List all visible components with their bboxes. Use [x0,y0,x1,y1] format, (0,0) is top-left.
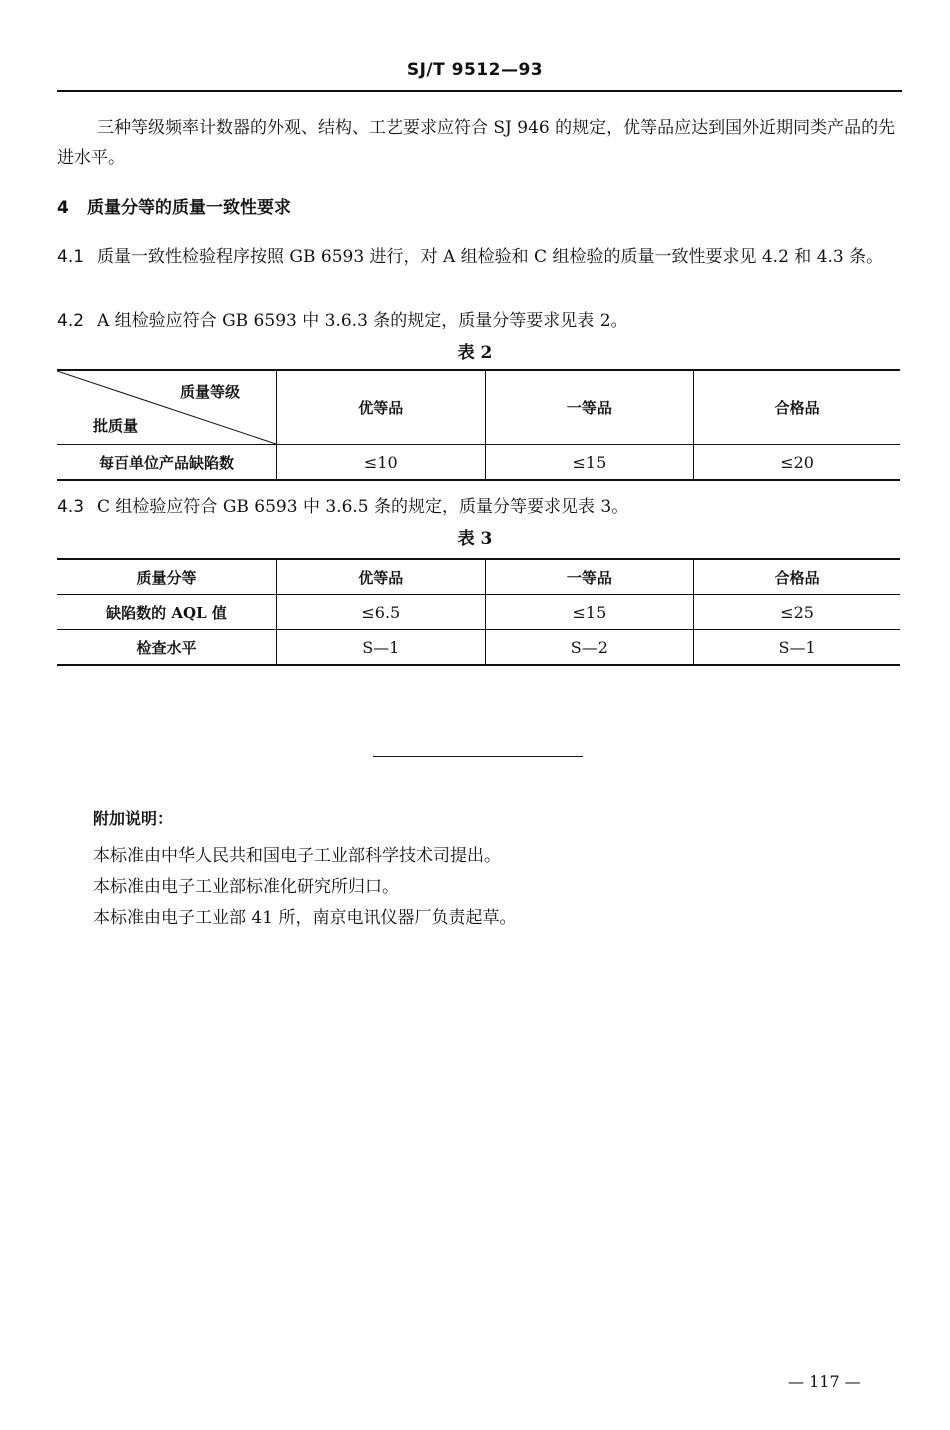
row-label-cell: 缺陷数的 AQL 值 [57,595,277,630]
header-rule [57,90,902,92]
clause-number: 4.2 [57,311,85,331]
row-label-cell: 检查水平 [57,630,277,666]
table-row [57,445,900,481]
value-cell: ≤15 [485,445,694,481]
notes-title: 附加说明： [93,809,174,828]
table-2 [57,369,900,481]
note-line: 本标准由电子工业部 41 所，南京电讯仪器厂负责起草。 [93,908,517,928]
clause-4-3 [57,492,905,522]
table-row [57,630,900,666]
header-label-cell: 质量分等 [136,568,197,587]
value-cell: ≤25 [694,595,900,630]
header-cell: 优等品 [277,559,486,595]
value-cell: ≤6.5 [277,595,486,630]
corner-bottom-label: 批质量 [93,417,139,435]
header-cell: 优等品 [277,370,486,445]
value-cell: S—2 [485,630,694,666]
table-3 [57,558,900,666]
value-cell: S—1 [694,630,900,666]
clause-text: 质量一致性检验程序按照 GB 6593 进行，对 A 组检验和 C 组检验的质量一致性要求见 4.2 和 4.3 条。 [97,247,884,267]
diagonal-line [57,371,276,444]
table-3-caption: 表 3 [457,529,493,549]
intro-paragraph: 三种等级频率计数器的外观、结构、工艺要求应符合 SJ 946 的规定，优等品应达到国外近期同类产品的先进水平。 [57,118,896,168]
clause-4-2 [57,306,905,336]
note-line: 本标准由中华人民共和国电子工业部科学技术司提出。 [93,846,501,866]
value-cell: ≤15 [485,595,694,630]
header-cell: 一等品 [485,559,694,595]
section-4-title [57,193,291,218]
page-number: — 117 — [788,1372,861,1391]
clause-4-1 [57,242,905,272]
value-cell: ≤10 [277,445,486,481]
value-cell: S—1 [277,630,486,666]
header-cell: 合格品 [694,370,900,445]
section-title-text: 质量分等的质量一致性要求 [87,198,291,218]
header-cell: 合格品 [694,559,900,595]
note-line: 本标准由电子工业部标准化研究所归口。 [93,877,399,897]
clause-number: 4.3 [57,497,85,517]
table-header-row [57,370,900,445]
end-separator-rule [373,756,583,757]
table-header-row [57,559,900,595]
standard-number-header: SJ/T 9512—93 [406,60,544,80]
corner-top-label: 质量等级 [179,383,240,401]
table-2-caption: 表 2 [457,343,493,363]
diagonal-corner-cell [57,370,277,445]
table-row [57,595,900,630]
header-cell: 一等品 [485,370,694,445]
row-label-cell: 每百单位产品缺陷数 [98,453,234,472]
clause-text: A 组检验应符合 GB 6593 中 3.6.3 条的规定，质量分等要求见表 2。 [97,311,628,331]
value-cell: ≤20 [694,445,900,481]
clause-text: C 组检验应符合 GB 6593 中 3.6.5 条的规定，质量分等要求见表 3。 [97,497,629,517]
clause-number: 4.1 [57,247,85,267]
section-number: 4 [57,198,69,218]
